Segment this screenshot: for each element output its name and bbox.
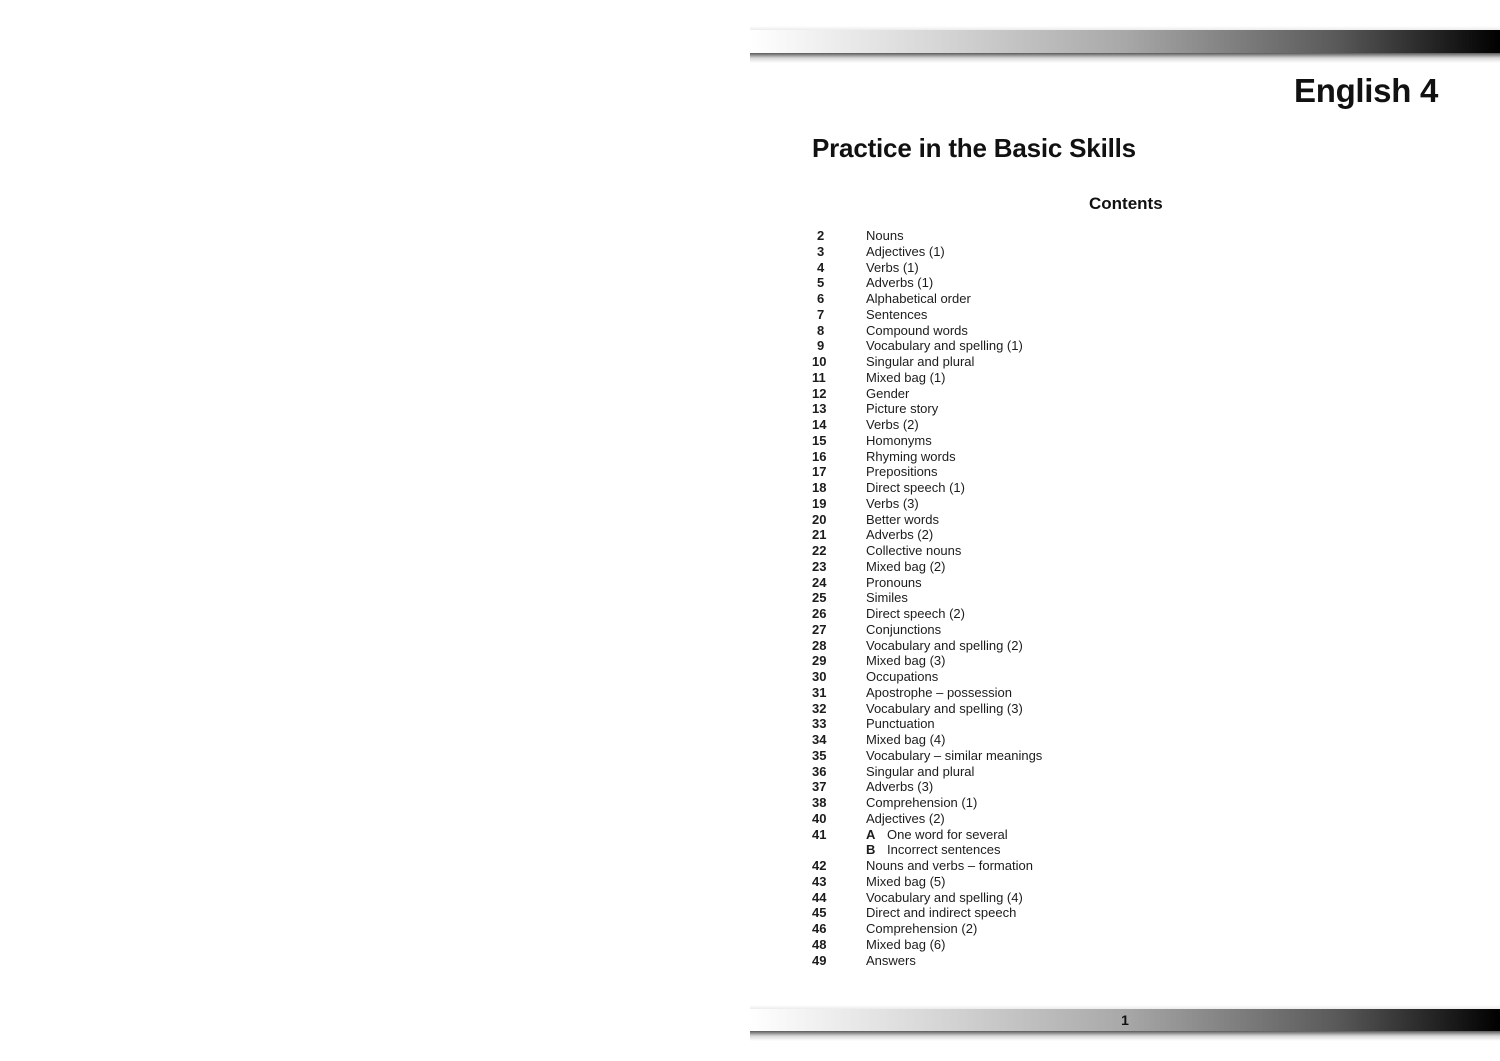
toc-entry-title: Sentences xyxy=(866,306,928,322)
toc-page-number: 7 xyxy=(817,306,825,322)
contents-heading: Contents xyxy=(1089,194,1163,213)
toc-entry[interactable] xyxy=(812,307,1212,323)
toc-page-number: 17 xyxy=(812,464,827,480)
toc-page-number: 4 xyxy=(817,259,825,275)
toc-entry-title: Comprehension (2) xyxy=(866,921,978,936)
toc-entry[interactable] xyxy=(812,685,1212,701)
toc-entry[interactable] xyxy=(812,338,1212,354)
toc-entry-title: Punctuation xyxy=(866,716,935,732)
toc-page-number xyxy=(812,842,866,858)
contents-page xyxy=(750,0,1500,1061)
toc-page-number: 35 xyxy=(812,747,827,763)
book-title: English 4 xyxy=(1294,72,1438,109)
toc-entry-title: Better words xyxy=(866,511,939,527)
toc-entry[interactable] xyxy=(812,716,1212,732)
toc-entry-title: Direct and indirect speech xyxy=(866,905,1017,921)
toc-entry[interactable] xyxy=(812,622,1212,638)
toc-entry[interactable] xyxy=(812,890,1212,906)
toc-page-number: 21 xyxy=(812,527,827,543)
toc-part-letter: B xyxy=(866,842,876,858)
toc-page-number: 18 xyxy=(812,480,827,495)
toc-entry[interactable] xyxy=(812,480,1212,496)
toc-entry-title: Comprehension (1) xyxy=(866,795,978,810)
toc-page-number: 22 xyxy=(812,543,827,558)
toc-entry[interactable] xyxy=(812,433,1212,449)
book-subtitle: Practice in the Basic Skills xyxy=(812,133,1136,163)
toc-entry-title: Mixed bag (1) xyxy=(866,369,946,385)
toc-entry[interactable] xyxy=(812,449,1212,465)
toc-entry[interactable] xyxy=(812,275,1212,291)
toc-entry-title: Nouns and verbs – formation xyxy=(866,858,1033,873)
toc-page-number: 5 xyxy=(817,275,825,291)
toc-entry[interactable] xyxy=(812,638,1212,654)
toc-page-number: 44 xyxy=(812,889,827,905)
toc-entry-title xyxy=(866,842,1000,858)
toc-entry[interactable] xyxy=(812,701,1212,717)
toc-entry[interactable] xyxy=(812,512,1212,528)
toc-entry-title: Adverbs (1) xyxy=(866,275,934,291)
toc-entry-title: Verbs (1) xyxy=(866,259,919,275)
toc-entry[interactable] xyxy=(812,291,1212,307)
toc-page-number: 11 xyxy=(812,369,826,385)
toc-entry-title: Verbs (3) xyxy=(866,495,919,511)
toc-page-number: 45 xyxy=(812,905,827,921)
toc-entry-title: Conjunctions xyxy=(866,621,942,637)
toc-entry-title: Pronouns xyxy=(866,574,922,590)
toc-entry[interactable] xyxy=(812,827,1212,843)
page-number: 1 xyxy=(1121,1012,1129,1028)
toc-entry-title: Answers xyxy=(866,952,916,968)
toc-entry-title: Picture story xyxy=(866,401,939,417)
toc-entry-title: Singular and plural xyxy=(866,354,975,369)
toc-entry[interactable] xyxy=(812,559,1212,575)
toc-entry[interactable] xyxy=(812,842,1212,858)
toc-page-number: 43 xyxy=(812,873,827,889)
toc-entry-title: Mixed bag (6) xyxy=(866,936,946,952)
toc-entry-title: Mixed bag (5) xyxy=(866,873,946,889)
toc-entry[interactable] xyxy=(812,874,1212,890)
toc-page-number: 9 xyxy=(817,338,825,354)
toc-entry-title: Nouns xyxy=(866,228,904,243)
toc-page-number: 36 xyxy=(812,763,827,779)
toc-entry[interactable] xyxy=(812,921,1212,937)
toc-page-number: 49 xyxy=(812,952,827,968)
toc-page-number: 19 xyxy=(812,495,827,511)
toc-page-number: 16 xyxy=(812,448,827,464)
toc-page-number: 26 xyxy=(812,606,827,621)
toc-entry-title: Alphabetical order xyxy=(866,291,971,306)
toc-page-number: 31 xyxy=(812,684,827,700)
toc-page-number: 32 xyxy=(812,700,827,716)
toc-entry[interactable] xyxy=(812,575,1212,591)
toc-entry[interactable] xyxy=(812,370,1212,386)
toc-entry-title: Vocabulary – similar meanings xyxy=(866,747,1043,763)
toc-entry[interactable] xyxy=(812,811,1212,827)
footer-gradient-bar xyxy=(750,1009,1500,1031)
toc-entry-title: Verbs (2) xyxy=(866,417,919,432)
toc-entry[interactable] xyxy=(812,496,1212,512)
toc-page-number: 28 xyxy=(812,637,827,653)
toc-entry-title: Apostrophe – possession xyxy=(866,684,1012,700)
toc-entry-title: Prepositions xyxy=(866,464,938,480)
toc-page-number: 25 xyxy=(812,590,827,606)
toc-page-number: 24 xyxy=(812,574,827,590)
toc-entry[interactable] xyxy=(812,748,1212,764)
toc-page-number: 3 xyxy=(817,243,825,259)
toc-entry-title: Mixed bag (3) xyxy=(866,653,946,669)
toc-page-number: 46 xyxy=(812,921,827,936)
toc-entry[interactable] xyxy=(812,795,1212,811)
toc-entry[interactable] xyxy=(812,858,1212,874)
toc-page-number: 2 xyxy=(817,228,825,243)
toc-entry[interactable] xyxy=(812,228,1212,244)
toc-entry-title: Gender xyxy=(866,385,910,401)
table-of-contents xyxy=(812,228,1212,968)
toc-entry[interactable] xyxy=(812,386,1212,402)
toc-page-number: 6 xyxy=(817,291,825,306)
toc-entry-title xyxy=(866,827,1008,843)
toc-page-number: 40 xyxy=(812,810,827,826)
toc-entry[interactable] xyxy=(812,953,1212,969)
toc-entry[interactable] xyxy=(812,606,1212,622)
toc-entry[interactable] xyxy=(812,527,1212,543)
toc-entry-title: Rhyming words xyxy=(866,448,956,464)
toc-page-number: 13 xyxy=(812,401,827,417)
toc-entry-title: Vocabulary and spelling (3) xyxy=(866,700,1023,716)
toc-entry-title: Adjectives (2) xyxy=(866,810,945,826)
toc-entry[interactable] xyxy=(812,244,1212,260)
toc-entry-title: Mixed bag (2) xyxy=(866,558,946,574)
toc-entry-title: Similes xyxy=(866,590,908,606)
toc-entry[interactable] xyxy=(812,464,1212,480)
toc-part-letter: A xyxy=(866,826,876,842)
toc-entry-title: Vocabulary and spelling (4) xyxy=(866,889,1023,905)
toc-entry[interactable] xyxy=(812,669,1212,685)
toc-page-number: 20 xyxy=(812,511,827,527)
toc-part-title: One word for several xyxy=(887,826,1008,842)
toc-entry[interactable] xyxy=(812,323,1212,339)
toc-page-number: 34 xyxy=(812,732,827,747)
toc-page-number: 48 xyxy=(812,936,827,952)
toc-entry[interactable] xyxy=(812,937,1212,953)
toc-entry-title: Collective nouns xyxy=(866,543,962,558)
toc-entry-title: Mixed bag (4) xyxy=(866,732,946,747)
toc-entry[interactable] xyxy=(812,732,1212,748)
toc-entry[interactable] xyxy=(812,764,1212,780)
toc-page-number: 29 xyxy=(812,653,827,669)
toc-entry-title: Compound words xyxy=(866,322,968,338)
toc-page-number: 37 xyxy=(812,779,827,795)
header-gradient-bar xyxy=(750,30,1500,53)
toc-entry-title: Singular and plural xyxy=(866,763,975,779)
toc-part-title: Incorrect sentences xyxy=(887,842,1001,858)
toc-entry[interactable] xyxy=(812,354,1212,370)
toc-entry-title: Occupations xyxy=(866,669,939,684)
toc-page-number: 12 xyxy=(812,385,827,401)
toc-entry[interactable] xyxy=(812,417,1212,433)
toc-page-number: 8 xyxy=(817,322,825,338)
toc-entry-title: Homonyms xyxy=(866,432,932,448)
toc-entry[interactable] xyxy=(812,653,1212,669)
toc-entry-title: Vocabulary and spelling (2) xyxy=(866,637,1023,653)
toc-page-number: 27 xyxy=(812,621,827,637)
toc-entry[interactable] xyxy=(812,401,1212,417)
toc-entry-title: Direct speech (1) xyxy=(866,480,965,495)
toc-entry[interactable] xyxy=(812,543,1212,559)
toc-entry-title: Vocabulary and spelling (1) xyxy=(866,338,1023,354)
toc-entry-title: Adverbs (3) xyxy=(866,779,934,795)
toc-entry-title: Adjectives (1) xyxy=(866,243,945,259)
toc-page-number: 14 xyxy=(812,417,827,432)
toc-page-number: 30 xyxy=(812,669,827,684)
toc-entry-title: Direct speech (2) xyxy=(866,606,965,621)
toc-entry[interactable] xyxy=(812,905,1212,921)
toc-page-number: 38 xyxy=(812,795,827,810)
toc-entry[interactable] xyxy=(812,779,1212,795)
toc-page-number: 33 xyxy=(812,716,827,732)
toc-page-number: 42 xyxy=(812,858,827,873)
toc-page-number: 10 xyxy=(812,354,827,369)
toc-entry-title: Adverbs (2) xyxy=(866,527,934,543)
toc-page-number: 15 xyxy=(812,432,827,448)
toc-page-number: 23 xyxy=(812,558,827,574)
toc-entry[interactable] xyxy=(812,260,1212,276)
toc-page-number: 41 xyxy=(812,826,827,842)
toc-entry[interactable] xyxy=(812,590,1212,606)
